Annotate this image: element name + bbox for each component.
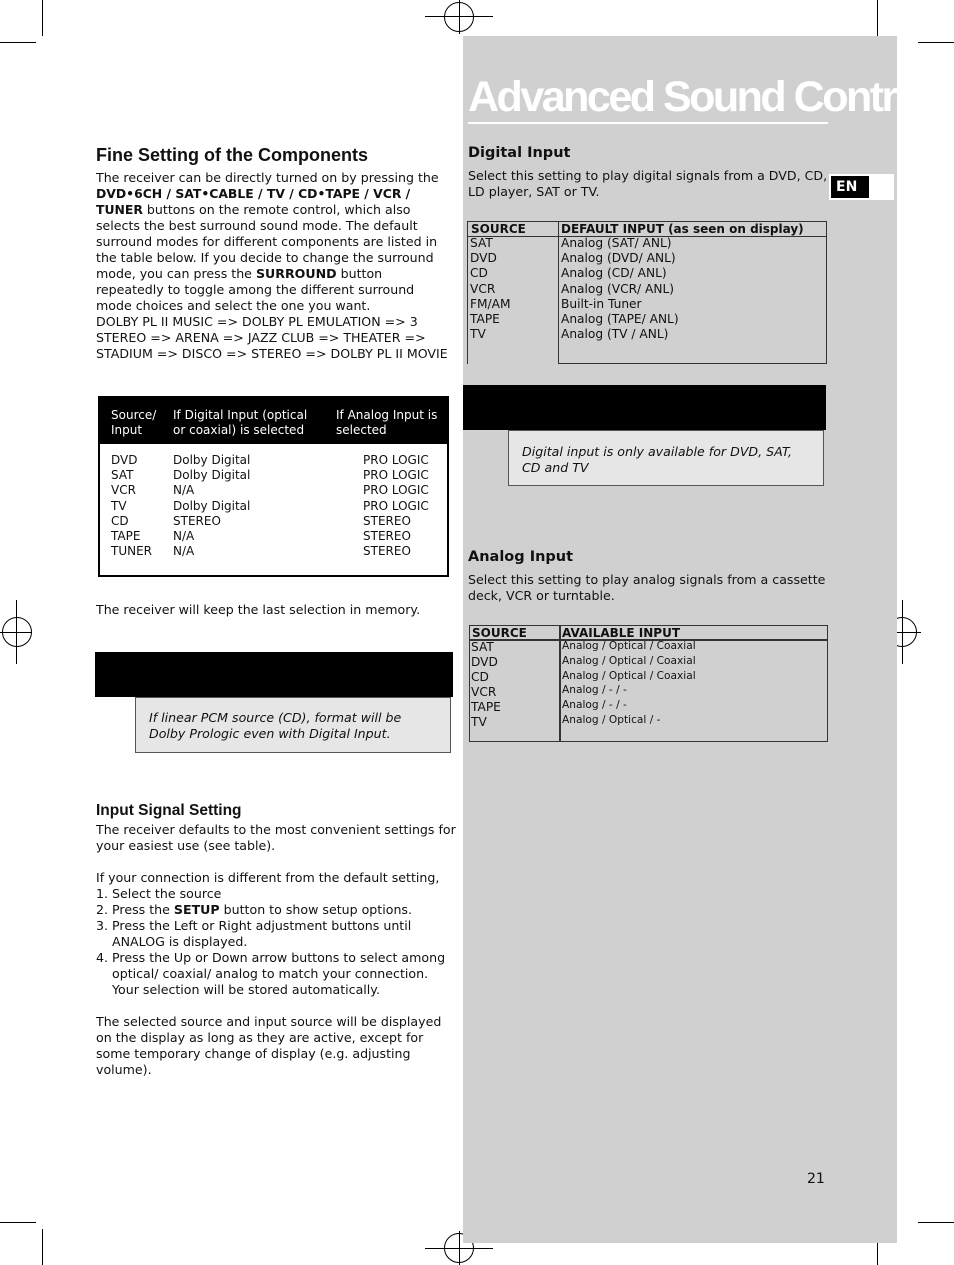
digital-table-header-source: SOURCE [471,222,526,236]
table-cell: TAPE [470,312,500,327]
table-cell: Analog / - / - [562,684,627,697]
digital-table-col-source [470,236,510,342]
list-item: 3. Press the Left or Right adjustment buttons until ANALOG is displayed. [96,918,412,949]
table-cell: VCR [471,685,497,699]
analog-table-col-source [471,640,501,730]
table-cell: STEREO [363,513,411,528]
table-cell: STEREO [173,513,221,528]
table-cell: PRO LOGIC [363,483,429,498]
analog-table-header-available: AVAILABLE INPUT [562,626,681,640]
table-cell: TV [471,715,487,729]
table-cell: VCR [111,483,136,498]
table-cell: CD [471,670,489,684]
surround-mode-sequence: DOLBY PL II MUSIC => DOLBY PL EMULATION => 3 STEREO => ARENA => JAZZ CLUB => THEATER => STADIUM => DISCO => STEREO => DOLBY PL II MOVIE [96,314,448,361]
language-tab [829,174,894,200]
language-tab-label: EN [831,176,869,198]
list-item: 4. Press the Up or Down arrow buttons to select among optical/ coaxial/ analog to match your connection. Your selection will be stored automatically. [96,950,446,997]
input-signal-p3: The selected source and input source will be displayed on the display as long as they are active, except for some temporary change of display (e.g. adjusting volume). [96,1014,442,1077]
table-cell: TUNER [111,544,153,559]
digital-input-desc: Select this setting to play digital signals from a DVD, CD, LD player, SAT or TV. [468,168,828,199]
crop-mark [0,42,36,43]
surround-button-name: SURROUND [255,266,337,281]
analog-table-col-available [562,639,696,728]
table-cell: Analog (DVD/ ANL) [561,251,676,266]
table-cell: FM/AM [470,296,511,311]
fine-setting-heading: Fine Setting of the Components [96,145,368,165]
list-item: 2. Press the SETUP button to show setup options. [96,902,412,917]
fine-setting-text-a: The receiver can be directly turned on by pressing the [96,170,439,185]
table-cell: PRO LOGIC [363,468,429,483]
table-cell: STEREO [363,544,411,559]
table-cell: Analog (SAT/ ANL) [561,236,672,250]
registration-line [16,600,17,664]
fine-setting-text-c: button repeatedly to toggle among the different surround mode choices and select the one you want. [96,266,415,313]
table-cell: Analog / Optical / Coaxial [562,669,696,682]
table-header-source: Source/ Input [111,408,157,437]
registration-line [902,600,903,664]
table-cell: Analog (CD/ ANL) [561,266,667,281]
table-cell: Built-in Tuner [561,296,642,311]
table-cell: N/A [173,529,195,544]
crop-mark [42,1229,43,1265]
table-cell: PRO LOGIC [363,453,429,467]
table-cell: N/A [173,483,195,498]
crop-mark [42,0,43,36]
table-cell: Analog / Optical / Coaxial [562,654,696,667]
registration-line [459,1231,460,1265]
table-cell: VCR [470,281,496,296]
crop-mark [918,1222,954,1223]
table-header-digital: If Digital Input (optical or coaxial) is selected [173,408,308,437]
table-cell: CD [111,513,129,528]
pcm-note: If linear PCM source (CD), format will be Dolby Prologic even with Digital Input. [135,697,451,753]
digital-input-table [467,221,826,364]
fine-setting-text-b: buttons on the remote control, which also selects the best surround sound mode. The default surround modes for different components are listed in the table below. If you decide to change the surround mode, you can press the [96,202,438,281]
table-cell: TAPE [111,529,141,544]
input-signal-p1: The receiver defaults to the most convenient settings for your easiest use (see table). [96,822,456,853]
analog-input-desc: Select this setting to play analog signals from a cassette deck, VCR or turntable. [468,572,826,603]
table-header-analog: If Analog Input is selected [336,408,438,437]
digital-table-header-default: DEFAULT INPUT (as seen on display) [561,222,804,236]
table-cell: STEREO [363,529,411,544]
table-cell: SAT [111,468,134,483]
table-cell: PRO LOGIC [363,498,429,513]
table-cell: TAPE [471,700,501,714]
list-item: 1. Select the source [96,886,222,901]
pcm-note-banner [95,652,453,697]
table-cell: TV [470,327,486,342]
table-cell: Dolby Digital [173,468,251,483]
table-cell: Analog / Optical / Coaxial [562,640,696,652]
table-col-analog [363,453,429,559]
table-cell: TV [111,498,127,513]
input-signal-text [96,822,456,1078]
crop-mark [918,42,954,43]
table-cell: Analog (TV / ANL) [561,327,669,342]
digital-input-heading: Digital Input [468,145,571,161]
digital-table-col-default [561,236,679,342]
digital-input-note: Digital input is only available for DVD, SAT, CD and TV [508,430,824,486]
crop-mark [877,0,878,36]
surround-mode-table [98,396,449,577]
table-col-digital [173,453,250,559]
table-cell: DVD [471,655,498,669]
table-cell: Analog / - / - [562,699,627,712]
setup-steps [96,886,456,998]
table-cell: Analog / Optical / - [562,713,661,726]
source-buttons-list: DVD•6CH / SAT•CABLE / TV / CD•TAPE / VCR / TUNER [96,186,411,217]
page-number: 21 [807,1171,825,1187]
table-col-source [111,453,152,559]
fine-setting-text [96,170,452,362]
analog-input-table [469,625,828,742]
input-signal-p2: If your connection is different from the default setting, [96,870,440,885]
table-cell: SAT [470,236,493,250]
setup-button-name: SETUP [173,902,220,917]
table-cell: Dolby Digital [173,453,251,467]
table-cell: Dolby Digital [173,498,251,513]
table-cell: SAT [471,640,494,654]
analog-table-header-source: SOURCE [472,626,527,640]
input-signal-heading: Input Signal Setting [96,802,242,819]
table-cell: Analog (VCR/ ANL) [561,281,675,296]
analog-input-heading: Analog Input [468,549,574,565]
surround-mode-table-header [100,398,447,444]
table-cell: DVD [111,453,138,467]
table-cell: Analog (TAPE/ ANL) [561,312,679,327]
digital-note-banner [463,385,826,430]
table-cell: CD [470,266,488,281]
page-title: Advanced Sound Control [468,74,828,124]
table-cell: DVD [470,251,497,266]
memory-note: The receiver will keep the last selection in memory. [96,602,421,617]
registration-line [459,0,460,34]
table-cell: N/A [173,544,195,559]
crop-mark [0,1222,36,1223]
